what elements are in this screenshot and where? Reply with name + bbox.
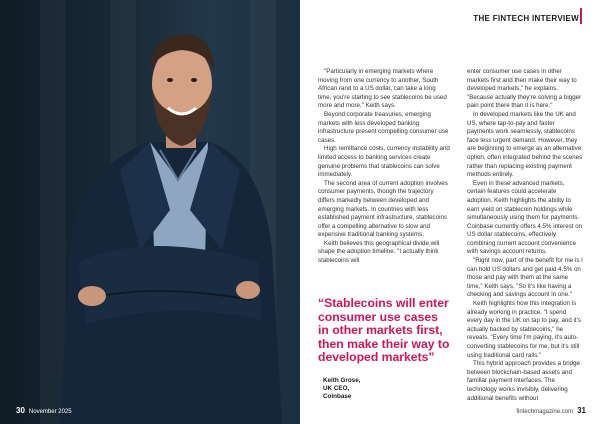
paragraph: Keith highlights how this integration is already working in practice. "I spend every day in the UK on tap to pay, and it's actually backed by stablecoins," he reveals. "Every time I'm paying, it's auto-converting stablecoins for me, but it's still using traditional card rails.": [467, 300, 581, 359]
footer-right: [516, 406, 586, 415]
pull-quote: “Stablecoins will enter consumer use cases in other markets first, then make their way to developed markets”: [318, 296, 450, 365]
footer-left: [16, 406, 72, 415]
website-url: fintechmagazine.com: [516, 409, 574, 415]
paragraph: enter consumer use cases in other markets first and then make their way to developed markets," he explains. "Because actually they're solving a bigger pain point there than it is here.": [467, 68, 582, 110]
paragraph: Keith believes this geographical divide will shape the adoption timeline. "I actually think stablecoins will: [318, 239, 440, 265]
article-column-2: [467, 68, 583, 403]
paragraph: "Particularly in emerging markets where moving from one currency to another, South African rand to a US dollar, can take a long time, you're starting to see stablecoins be used more and more," Keith says.: [318, 68, 447, 110]
issue-date: November 2025: [28, 409, 72, 415]
paragraph: This hybrid approach provides a bridge between blockchain-based assets and familiar payment interfaces. The technology works invisibly, delivering additional benefits without: [467, 360, 580, 402]
quote-role: UK CEO,: [323, 385, 350, 392]
quote-name: Keith Grose,: [323, 377, 361, 384]
header-accent-bar: [580, 8, 582, 24]
paragraph: In developed markets like the UK and US, where tap-to-pay and faster payments work seamlessly, stablecoins face less urgent demand. However, they are beginning to emerge as an alternative option, often integrated behind the scenes rather than replacing existing payment methods entirely.: [467, 110, 583, 179]
paragraph: Even in these advanced markets, certain features could accelerate adoption. Keith highlights the ability to earn yield on stablecoin holdings while simultaneously using them for payments. Coinbase currently offers 4.5% interest on US dollar stablecoins, effectively combining current account convenience with savings account returns.: [467, 179, 583, 256]
paragraph: The second area of current adoption involves consumer payments, though the trajectory differs markedly between developed and emerging markets. In countries with less established payment infrastructure, stablecoins offer a compelling alternative to slow and expensive traditional banking systems.: [318, 179, 448, 239]
pull-quote-attribution: [323, 377, 360, 401]
article-column-1: [318, 68, 450, 266]
page-number-left: 30: [16, 406, 25, 415]
page-number-right: 31: [577, 406, 586, 415]
paragraph: Beyond corporate treasuries, emerging markets with less developed banking infrastructure present compelling consumer use cases.: [318, 110, 449, 144]
quote-company: Coinbase: [323, 393, 352, 400]
section-title: THE FINTECH INTERVIEW: [473, 14, 579, 23]
paragraph: High remittance costs, currency instability and limited access to banking services create genuine problems that stablecoins can solve immediately.: [318, 145, 450, 179]
paragraph: "Right now, part of the benefit for me is I can hold US dollars and get paid 4.5% on those and pay with them at the same time," Keith says. "So it's like having a checking and savings account in one.": [467, 257, 583, 299]
